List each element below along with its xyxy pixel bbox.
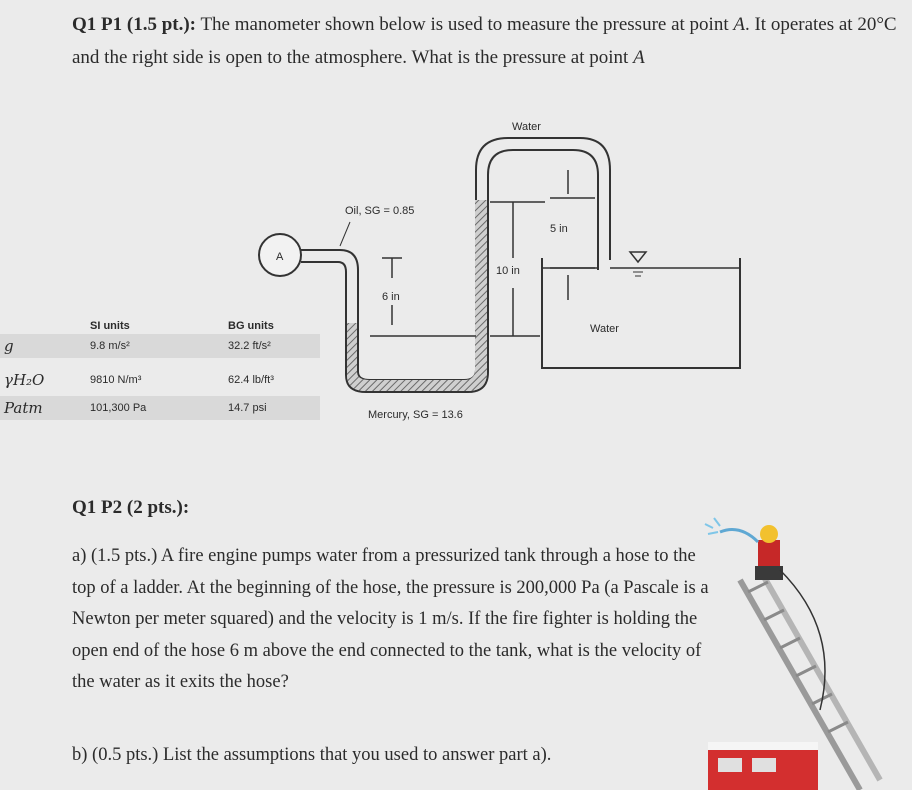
q1p2-part-b — [72, 745, 712, 766]
q1p1-question — [72, 8, 908, 74]
part-a-label: a) (1.5 pts.) — [72, 546, 158, 566]
water-spray-icon — [720, 530, 758, 542]
label-water-tank: Water — [590, 323, 619, 335]
part-b-label: b) (0.5 pts.) — [72, 745, 159, 765]
water-droplets-icon — [705, 518, 720, 534]
part-b-text: List the assumptions that you used to answer part a). — [162, 745, 552, 765]
manometer-diagram — [250, 110, 760, 430]
q1p1-text-1: The manometer shown below is used to measure the pressure at point — [200, 14, 729, 35]
mercury-fill — [347, 200, 487, 391]
units-si-patm: 101,300 Pa — [90, 402, 147, 414]
u-tube-inner — [358, 190, 476, 380]
label-10in: 10 in — [496, 265, 520, 277]
q1p2-part-a — [72, 541, 712, 699]
label-mercury: Mercury, SG = 13.6 — [368, 409, 463, 421]
top-pipe-outer — [488, 150, 598, 270]
units-header-bg: BG units — [228, 320, 274, 332]
q1p1-point-a: A — [733, 14, 745, 35]
fire-truck-icon — [708, 742, 818, 790]
free-surface-icon — [630, 252, 646, 262]
units-symbol-gamma: γH₂O — [4, 371, 45, 389]
fire-ladder-illustration — [700, 510, 910, 790]
label-6in: 6 in — [382, 291, 400, 303]
units-header-si: SI units — [90, 320, 130, 332]
firefighter-icon — [755, 525, 783, 580]
u-tube-outer — [346, 190, 488, 392]
q1p1-text-2: . It operates at 20°C and the right side is open to the atmosphere. What is the pressure at point — [72, 14, 897, 68]
label-water-top: Water — [512, 121, 541, 133]
oil-leader — [340, 222, 350, 246]
units-bg-g: 32.2 ft/s² — [228, 340, 271, 352]
top-pipe-inner — [476, 138, 610, 260]
pipe-upper-left — [301, 250, 358, 320]
label-point-a: A — [276, 251, 284, 263]
q1p1-point-a-end: A — [633, 47, 645, 68]
label-oil: Oil, SG = 0.85 — [345, 205, 415, 217]
units-si-gamma: 9810 N/m³ — [90, 374, 142, 386]
water-tank — [542, 258, 740, 368]
q1p1-label: Q1 P1 (1.5 pt.): — [72, 14, 197, 35]
units-bg-gamma: 62.4 lb/ft³ — [228, 374, 274, 386]
units-symbol-patm: Patm — [4, 399, 43, 417]
part-a-text: A fire engine pumps water from a pressurized tank through a hose to the top of a ladder. At the beginning of the hose, the pressure is 200,000 Pa (a Pascale is a Newton per meter squared) and the velocity is 1 m/s. If the fire fighter is holding the open end of the hose 6 m above the end connected to the tank, what is the velocity of the water as it exits the hose? — [72, 546, 709, 692]
q1p2-title: Q1 P2 (2 pts.): — [72, 497, 190, 518]
label-5in: 5 in — [550, 223, 568, 235]
pipe-lower-left — [301, 262, 346, 320]
units-symbol-g: g — [4, 337, 14, 355]
units-si-g: 9.8 m/s² — [90, 340, 130, 352]
units-bg-patm: 14.7 psi — [228, 402, 267, 414]
